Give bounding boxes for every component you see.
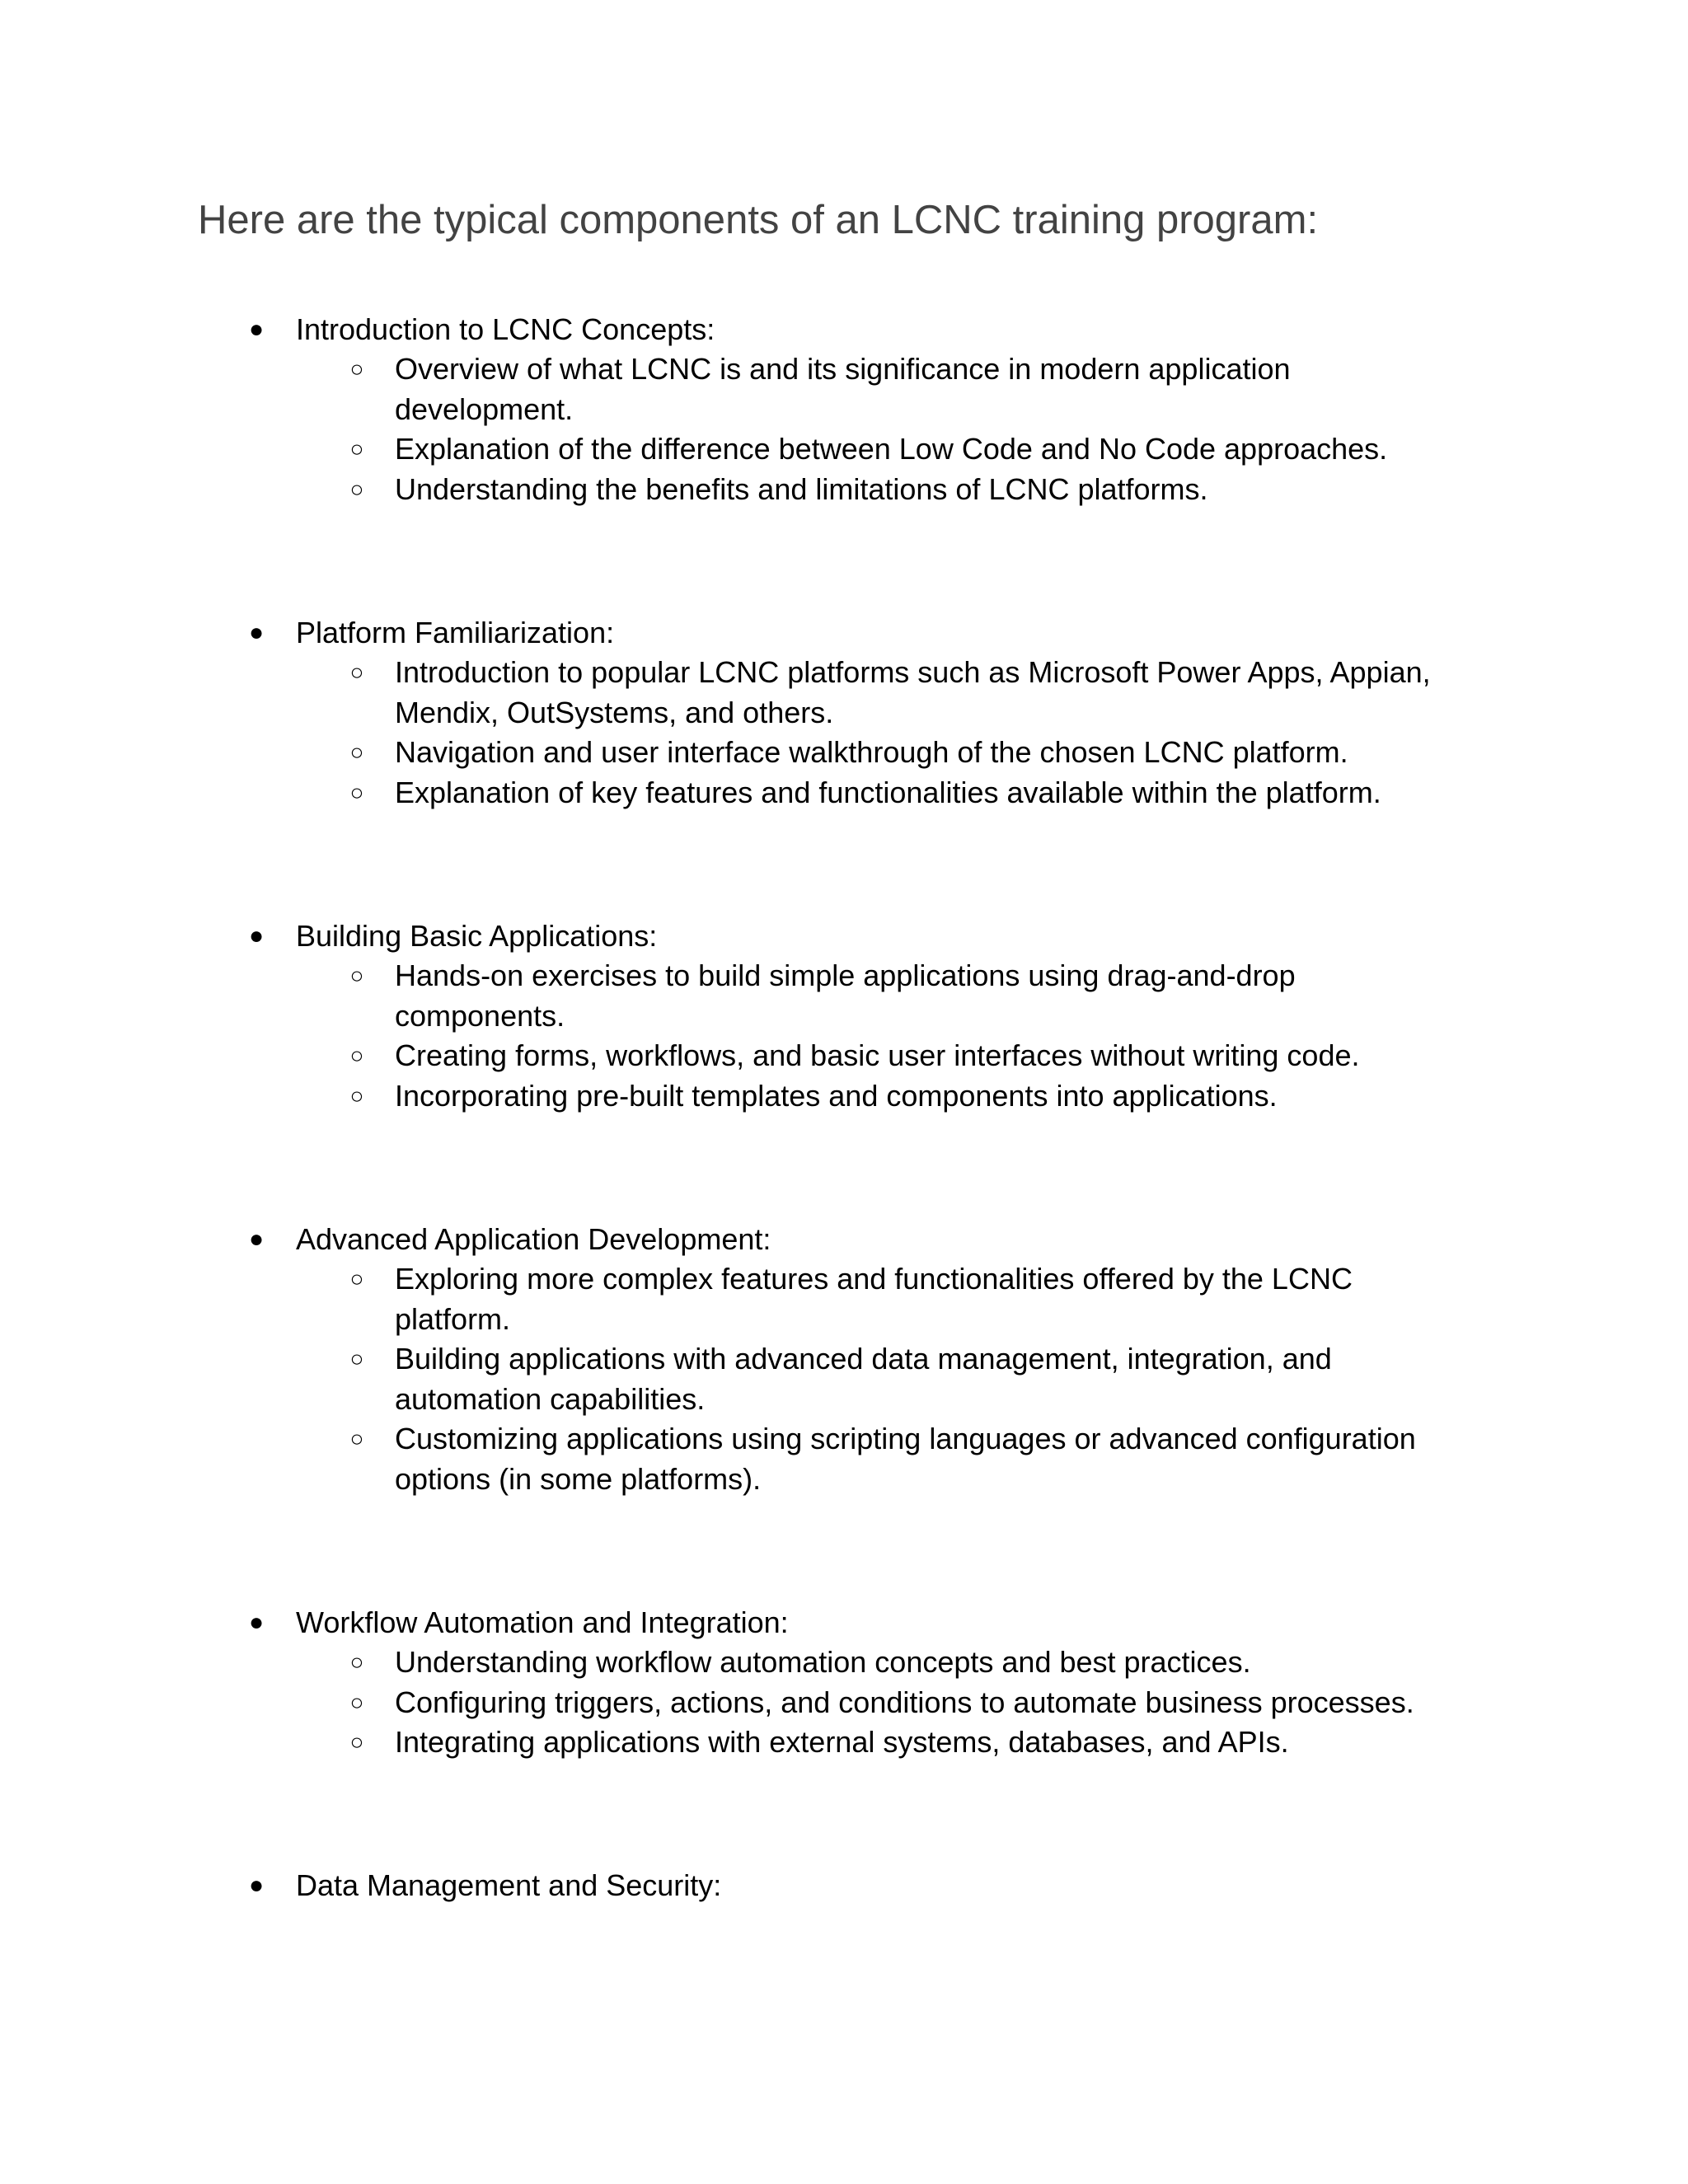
bullet-icon: ● [248, 1609, 265, 1636]
sub-item-text: Explanation of the difference between Low Code and No Code approaches. [395, 432, 1388, 466]
sub-item-text: Customizing applications using scripting languages or advanced configuration options (in some platforms). [395, 1422, 1416, 1496]
section-title: Introduction to LCNC Concepts: [296, 312, 715, 346]
sub-bullet-icon: ○ [349, 1689, 364, 1715]
sub-list-item [0, 1259, 1688, 1339]
sub-list-item [0, 773, 1688, 813]
sub-bullet-icon: ○ [349, 436, 364, 462]
page-heading: Here are the typical components of an LCNC training program: [198, 198, 1319, 242]
bullet-icon: ● [248, 619, 265, 646]
sub-bullet-icon: ○ [349, 1266, 364, 1291]
section-title: Data Management and Security: [296, 1868, 722, 1902]
sub-bullet-icon: ○ [349, 1649, 364, 1675]
sub-item-text: Exploring more complex features and functionalities offered by the LCNC platform. [395, 1262, 1353, 1336]
sub-bullet-icon: ○ [349, 356, 364, 382]
sub-list-item [0, 1036, 1688, 1076]
sub-list-item [0, 349, 1688, 429]
sub-bullet-icon: ○ [349, 739, 364, 765]
sub-bullet-icon: ○ [349, 1346, 364, 1371]
sub-item-text: Incorporating pre-built templates and components into applications. [395, 1078, 1278, 1113]
sub-list [0, 653, 1688, 813]
sub-bullet-icon: ○ [349, 779, 364, 805]
sub-bullet-icon: ○ [349, 659, 364, 685]
section-title: Platform Familiarization: [296, 616, 615, 649]
sub-bullet-icon: ○ [349, 1426, 364, 1451]
bullet-icon: ● [248, 1872, 265, 1899]
sub-bullet-icon: ○ [349, 963, 364, 988]
sub-item-text: Configuring triggers, actions, and conditions to automate business processes. [395, 1685, 1414, 1719]
sub-item-text: Understanding workflow automation concepts and best practices. [395, 1645, 1251, 1679]
section-title: Building Basic Applications: [296, 919, 658, 953]
sub-item-text: Hands-on exercises to build simple applications using drag-and-drop components. [395, 958, 1296, 1033]
sub-list-item [0, 1683, 1688, 1723]
sub-list-item [0, 1419, 1688, 1499]
sub-item-text: Integrating applications with external systems, databases, and APIs. [395, 1725, 1289, 1759]
bullet-icon: ● [248, 922, 265, 949]
sub-list-item [0, 1722, 1688, 1763]
sub-list-item [0, 1339, 1688, 1419]
sub-list-item [0, 733, 1688, 773]
sub-list-item [0, 1076, 1688, 1117]
sub-item-text: Explanation of key features and functionalities available within the platform. [395, 775, 1381, 809]
section-title: Workflow Automation and Integration: [296, 1605, 789, 1639]
sub-list-item [0, 653, 1688, 733]
sub-list-item [0, 956, 1688, 1036]
section-title: Advanced Application Development: [296, 1222, 771, 1256]
sub-bullet-icon: ○ [349, 476, 364, 502]
sub-list [0, 349, 1688, 509]
sub-item-text: Navigation and user interface walkthrough of the chosen LCNC platform. [395, 735, 1348, 769]
sub-list-item [0, 1643, 1688, 1683]
sub-bullet-icon: ○ [349, 1043, 364, 1068]
sub-list [0, 1259, 1688, 1499]
bullet-icon: ● [248, 1226, 265, 1253]
sub-item-text: Creating forms, workflows, and basic user interfaces without writing code. [395, 1038, 1360, 1072]
sub-list-item [0, 470, 1688, 510]
sub-item-text: Understanding the benefits and limitations of LCNC platforms. [395, 471, 1208, 506]
bullet-icon: ● [248, 316, 265, 343]
sub-item-text: Introduction to popular LCNC platforms such as Microsoft Power Apps, Appian, Mendix, OutSystems, and others. [395, 655, 1431, 729]
sub-list [0, 956, 1688, 1116]
sub-bullet-icon: ○ [349, 1082, 364, 1108]
sub-item-text: Building applications with advanced data management, integration, and automation capabilities. [395, 1342, 1332, 1416]
sub-item-text: Overview of what LCNC is and its significance in modern application development. [395, 352, 1291, 426]
sub-list-item [0, 429, 1688, 470]
sub-bullet-icon: ○ [349, 1729, 364, 1755]
sub-list [0, 1643, 1688, 1763]
